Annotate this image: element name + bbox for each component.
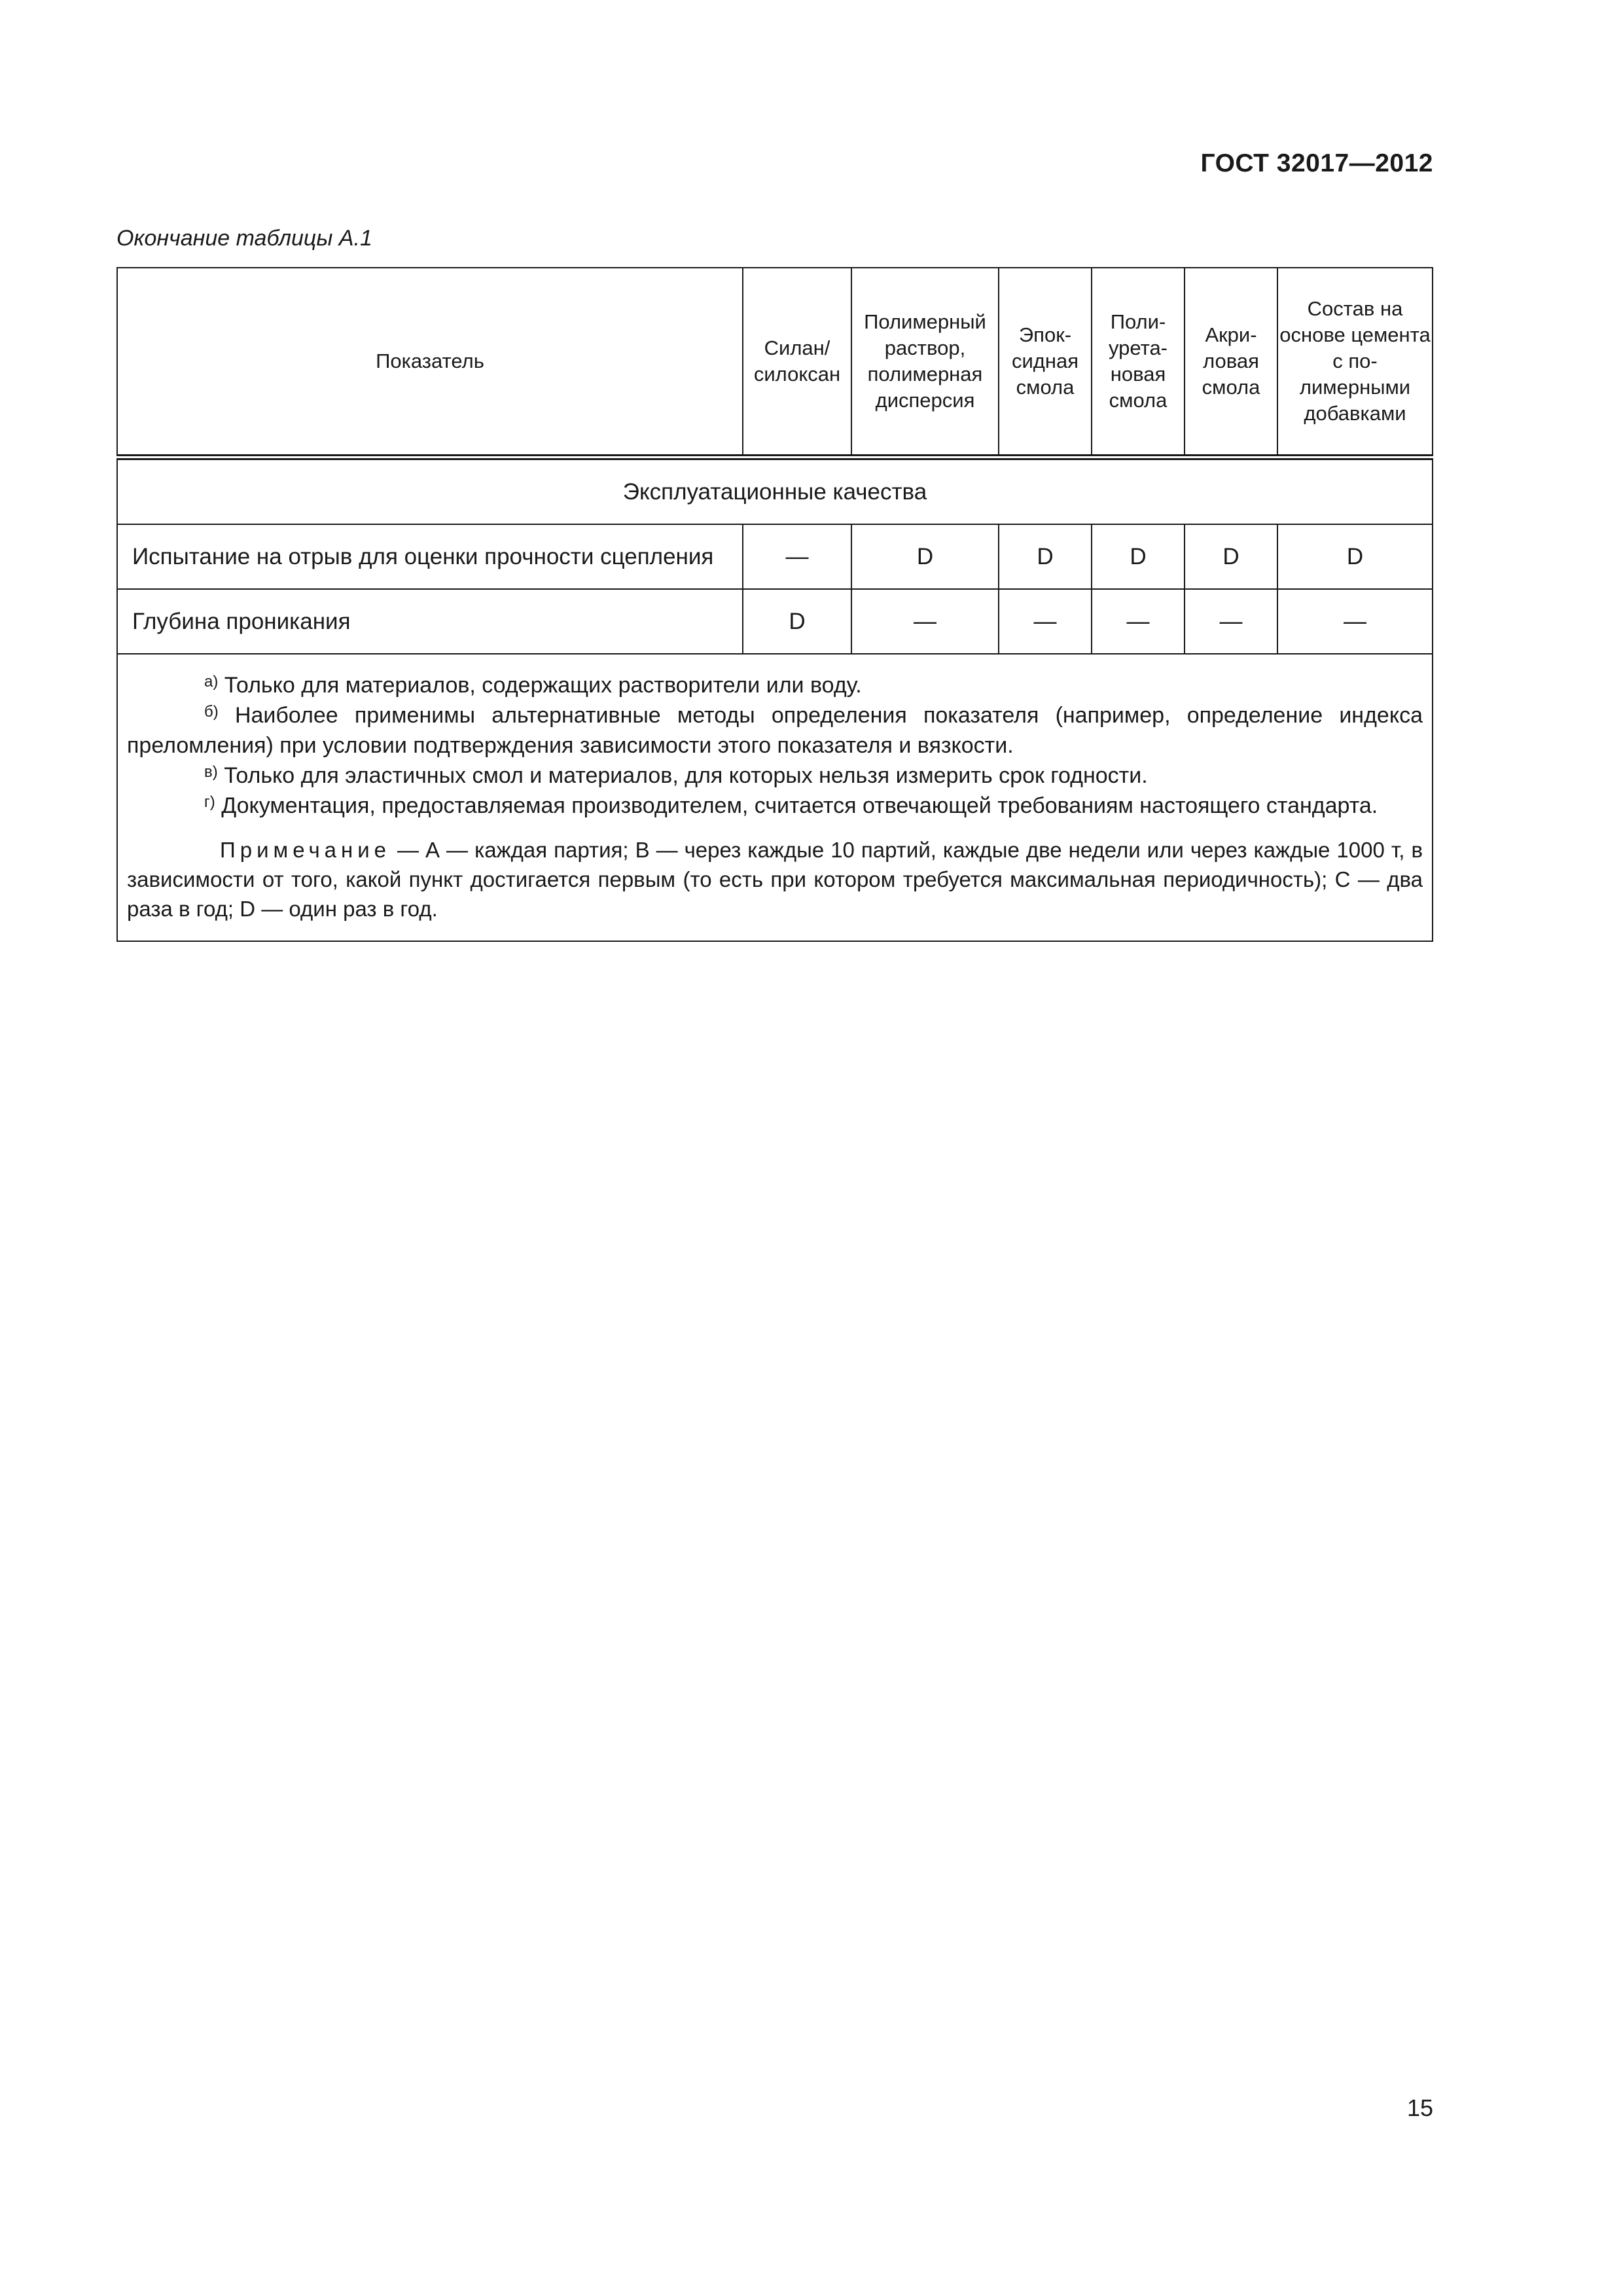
footnote-text: Только для материалов, содержащих растворители или воду. [224, 673, 862, 698]
footnote-text: Документация, предоставляемая производителем, считается отвечающей требованиям настоящего стандарта. [221, 793, 1378, 818]
footnote [127, 761, 1423, 791]
footnote-mark: г) [204, 793, 215, 811]
table-cell: — [1185, 589, 1277, 654]
column-header: Состав на основе цемента с по-лимерными добавками [1277, 268, 1433, 457]
column-header: Силан/ силоксан [743, 268, 851, 457]
notes-cell [117, 654, 1433, 941]
footnote-text: Наиболее применимы альтернативные методы определения показателя (например, определение индекса преломления) при условии подтверждения зависимости этого показателя и вязкости. [127, 703, 1423, 758]
footnote [127, 700, 1423, 761]
table-cell: — [1092, 589, 1185, 654]
column-header: Акри-ловая смола [1185, 268, 1277, 457]
table-row [117, 524, 1433, 589]
footnote-mark: в) [204, 763, 218, 781]
table-cell: D [1185, 524, 1277, 589]
table-cell: — [851, 589, 999, 654]
document-code: ГОСТ 32017—2012 [1200, 149, 1433, 177]
table-cell: — [743, 524, 851, 589]
page-number: 15 [1406, 2094, 1433, 2121]
row-label: Глубина проникания [117, 589, 743, 654]
notes-row [117, 654, 1433, 941]
table-cell: D [999, 524, 1092, 589]
column-header: Поли-урета-новая смола [1092, 268, 1185, 457]
data-table [116, 267, 1433, 942]
table-row [117, 589, 1433, 654]
table-cell: — [999, 589, 1092, 654]
table-cell: D [743, 589, 851, 654]
table-cell: D [1277, 524, 1433, 589]
section-row [117, 457, 1433, 525]
note-text: — А — каждая партия; В — через каждые 10 партий, каждые две недели или через каждые 1000 т, в зависимости от того, какой пункт достигается первым (то есть при котором требуется максимальная периодичность); С — два раза в год; D — один раз в год. [127, 838, 1423, 921]
column-header: Показатель [117, 268, 743, 457]
table-caption: Окончание таблицы А.1 [116, 226, 372, 251]
table-header-row [117, 268, 1433, 457]
footnote-mark: а) [204, 673, 219, 691]
table-note [127, 835, 1423, 924]
section-title: Эксплуатационные качества [117, 457, 1433, 525]
footnote-text: Только для эластичных смол и материалов, для которых нельзя измерить срок годности. [224, 763, 1148, 788]
column-header: Полимерный раствор, полимерная дисперсия [851, 268, 999, 457]
footnote [127, 791, 1423, 821]
footnote-mark: б) [204, 703, 219, 721]
note-label: Примечание [220, 838, 391, 862]
table-cell: D [851, 524, 999, 589]
column-header: Эпок-сидная смола [999, 268, 1092, 457]
row-label: Испытание на отрыв для оценки прочности сцепления [117, 524, 743, 589]
table-cell: — [1277, 589, 1433, 654]
table-cell: D [1092, 524, 1185, 589]
footnote [127, 670, 1423, 700]
